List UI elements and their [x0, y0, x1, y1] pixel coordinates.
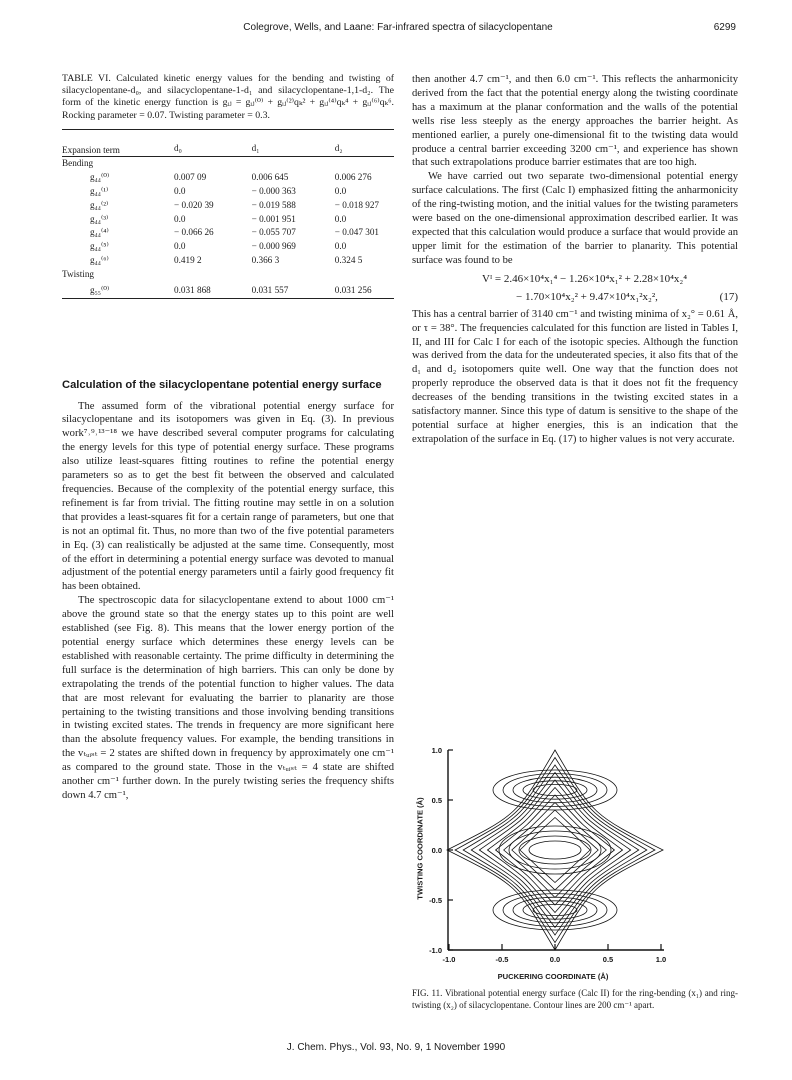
term-cell: g₄₄⁽⁰⁾: [90, 171, 110, 182]
left-column: [62, 73, 394, 803]
body-paragraph: This has a central barrier of 3140 cm⁻¹ and twisting minima of x₂° = 0.61 Å, or τ = 38°. The frequencies calculated for this function are listed in Tables I, II, and III for Calc I for each of the isotopic species. Although the function was derived from the data for the undeuterated species, it also fits that of the d₁ and d₂ isotopomers quite well. One way that the function does not properly reproduce the observed data is that it does not fit the frequency decreases of the bending transitions in the twisting excited states in a satisfactory manner. Since this type of datum is sensitive to the shape of the potential surface at higher energies, this is an indication that the extrapolation of the surface in Eq. (17) to higher values is not very accurate.: [412, 308, 738, 445]
section-label: Bending: [62, 157, 94, 168]
contour-line: [529, 841, 581, 859]
x-tick-label: 0.5: [602, 955, 614, 964]
term-cell: g₄₄⁽¹⁾: [90, 185, 109, 196]
value-cell: 0.0: [334, 213, 347, 224]
value-cell: − 0.018 927: [334, 199, 380, 210]
value-cell: 0.006 276: [334, 171, 372, 182]
body-paragraph: The spectroscopic data for silacyclopentane extend to about 1000 cm⁻¹ above the ground state so that the energy states up to this point are well established (see Fig. 8). This means that the lower energy portion of the potential energy surface which determines these energy levels can be established with reasonable certainty. The prime difficulty in determining the full surface is the determination of high barriers. This can only be done by extrapolating the trends of the potential function to higher values. The data that are most relevant for evaluating the barrier to planarity are those pertaining to the twisting transitions and those involving bending transitions in twisting excited states. The trends in frequency are more significant here than the absolute frequency values. For example, the bending transitions in the vₜᵤᵢₛₜ = 2 states are shifted down in frequency by approximately one cm⁻¹ as compared to the ground state. Those in the vₜᵤᵢₛₜ = 4 state are shifted another cm⁻¹ further down. In the purely twisting series the frequency shifts down 4.7 cm⁻¹,: [62, 595, 394, 801]
value-cell: − 0.019 588: [251, 199, 296, 210]
value-cell: 0.419 2: [174, 255, 202, 266]
contour-line: [519, 836, 591, 864]
value-cell: 0.0: [174, 213, 186, 224]
value-cell: 0.0: [174, 185, 186, 196]
kinetic-energy-table: [62, 129, 394, 299]
contour-line: [533, 784, 577, 795]
value-cell: 0.0: [334, 185, 347, 196]
value-cell: − 0.047 301: [334, 227, 380, 238]
value-cell: 0.007 09: [174, 171, 207, 182]
contour-line: [509, 831, 601, 869]
contour-line: [463, 765, 647, 935]
x-tick-label: 1.0: [655, 955, 667, 964]
equation-17: [412, 270, 738, 306]
col-header: d₂: [334, 142, 343, 153]
table-header-row: [62, 129, 394, 156]
x-axis-label: PUCKERING COORDINATE (Å): [497, 972, 609, 981]
table-row: [62, 185, 394, 199]
figure-caption: FIG. 11. Vibrational potential energy surface (Calc II) for the ring-bending (x₁) and ring-twisting (x₂) of silacyclopentane. Contour lines are 200 cm⁻¹ apart.: [412, 988, 738, 1010]
contour-line: [479, 780, 630, 920]
value-cell: 0.006 645: [251, 171, 289, 182]
running-title: Colegrove, Wells, and Laane: Far-infrared spectra of silacyclopentane: [243, 22, 553, 33]
term-cell: g₄₄⁽⁴⁾: [90, 227, 109, 238]
x-tick-label: -0.5: [495, 955, 509, 964]
x-ticks: [449, 944, 661, 950]
y-axis-label: TWISTING COORDINATE (Å): [415, 797, 425, 900]
col-header: d₀: [174, 142, 182, 153]
page-footer: J. Chem. Phys., Vol. 93, No. 9, 1 November 1990: [286, 1042, 506, 1053]
table-row: [62, 199, 394, 213]
value-cell: − 0.001 951: [251, 213, 296, 224]
table-row: [62, 254, 394, 268]
table-caption: TABLE VI. Calculated kinetic energy values for the bending and twisting of silacyclopentane-d₀, and silacyclopentane-1-d₁ and silacyclopentane-1,1-d₂. The form of the kinetic energy function is gᵢⱼ = gᵢⱼ⁽⁰⁾ + gᵢⱼ⁽²⁾qₖ² + gᵢⱼ⁽⁴⁾qₖ⁴ + gᵢⱼ⁽⁶⁾qₖ⁶. Rocking parameter = 0.07. Twisting parameter = 0.3.: [62, 73, 394, 121]
value-cell: 0.366 3: [251, 255, 280, 266]
contour-figure: [408, 745, 698, 970]
body-paragraph: We have carried out two separate two-dimensional potential energy surface calculations. The first (Calc I) emphasized fitting the anharmonicity of the ring-twisting motion, and the initial values for the twisting parameters were based on the one-dimensional approximation described earlier. It was expected that this calculation would produce a surface that would provide an upper limit for the estimation of the barrier to planarity. This potential surface was found to be: [412, 171, 738, 266]
equation-line: Vᴵ = 2.46×10⁴x₁⁴ − 1.26×10⁴x₁² + 2.28×10⁴x₂⁴: [482, 272, 688, 285]
contour-line: [493, 770, 617, 810]
table-section-row: [62, 268, 394, 282]
value-cell: − 0.066 26: [174, 227, 214, 238]
table-section-row: [62, 156, 394, 171]
body-paragraph: The assumed form of the vibrational potential energy surface for silacyclopentane and its isotopomers was given in Eq. (3). In previous work⁷˒⁹˒¹³⁻¹⁸ we have described several computer programs for calculating the energy levels for this type of potential energy surface. These programs also utilize least-squares fitting routines to refine the potential energy parameters so as to get the best fit between the observed and calculated frequencies. Because of the complexity of the potential energy surface, this refinement is far from trivial. The fitting routine may settle in on a solution that provides a least-squares fit for a certain range of parameters, but one that is not an optimal fit. Thus, no more than two of the five potential parameters in Eq. (3) can realistically be adjusted at the same time. Consequently, most of the effort in determining a potential energy surface was devoted to manual adjustment of the potential energy parameters until a fairly good frequency fit has been obtained.: [62, 400, 394, 593]
contour-lines: [447, 750, 663, 950]
value-cell: 0.031 868: [174, 285, 211, 296]
plot-frame: [448, 750, 664, 950]
col-header: d₁: [251, 142, 260, 153]
table-row: [62, 171, 394, 185]
contour-line: [523, 901, 587, 919]
term-cell: g₄₄⁽²⁾: [90, 199, 109, 210]
value-cell: 0.0: [334, 241, 347, 252]
contour-line: [493, 890, 617, 930]
col-header: Expansion term: [62, 144, 120, 155]
table-row: [62, 226, 394, 240]
value-cell: 0.031 557: [251, 285, 289, 296]
term-cell: g₄₄⁽³⁾: [90, 213, 109, 224]
value-cell: − 0.000 969: [251, 241, 296, 252]
equation-number: (17): [719, 290, 738, 303]
y-tick-label: 1.0: [431, 746, 442, 755]
table-row: [62, 282, 394, 299]
term-cell: g₅₅⁽⁰⁾: [90, 285, 110, 296]
y-tick-label: -1.0: [429, 946, 442, 955]
contour-line: [512, 810, 598, 890]
contour-line: [503, 894, 607, 927]
y-ticks: [448, 750, 453, 950]
table-row: [62, 240, 394, 254]
y-tick-label: 0.5: [431, 796, 442, 805]
contour-line: [523, 781, 587, 799]
contour-line: [533, 904, 577, 915]
y-tick-label: 0.0: [431, 846, 442, 855]
section-heading: Calculation of the silacyclopentane potential energy surface: [62, 379, 382, 392]
value-cell: 0.031 256: [334, 285, 372, 296]
equation-line: − 1.70×10⁴x₂² + 9.47×10⁴x₁²x₂²,: [516, 290, 658, 303]
contour-line: [503, 774, 607, 807]
body-paragraph: then another 4.7 cm⁻¹, and then 6.0 cm⁻¹. This reflects the anharmonicity derived from the fact that the potential energy along the twisting coordinate has a maximum at the planar conformation and the walls of the potential wells rise less steeply as the energy approaches the barrier height. As mentioned earlier, a purely one-dimensional fit to the twisting data would produce a central barrier exceeding 3200 cm⁻¹, and experience has shown that such extrapolations produce barrier estimates that are too high.: [412, 74, 738, 169]
running-header: [60, 22, 736, 38]
value-cell: − 0.000 363: [251, 185, 296, 196]
table-row: [62, 213, 394, 227]
section-label: Twisting: [62, 269, 95, 280]
right-column: [412, 73, 738, 447]
term-cell: g₄₄⁽⁵⁾: [90, 241, 109, 252]
contour-line: [499, 826, 611, 874]
x-tick-label: -1.0: [442, 955, 456, 964]
page-number: 6299: [713, 22, 736, 33]
x-tick-label: 0.0: [549, 955, 561, 964]
contour-line: [455, 758, 655, 943]
value-cell: − 0.020 39: [174, 199, 214, 210]
value-cell: − 0.055 707: [251, 227, 296, 238]
term-cell: g₄₄⁽⁶⁾: [90, 255, 109, 266]
value-cell: 0.324 5: [334, 255, 363, 266]
y-tick-label: -0.5: [429, 896, 442, 905]
value-cell: 0.0: [174, 241, 186, 252]
